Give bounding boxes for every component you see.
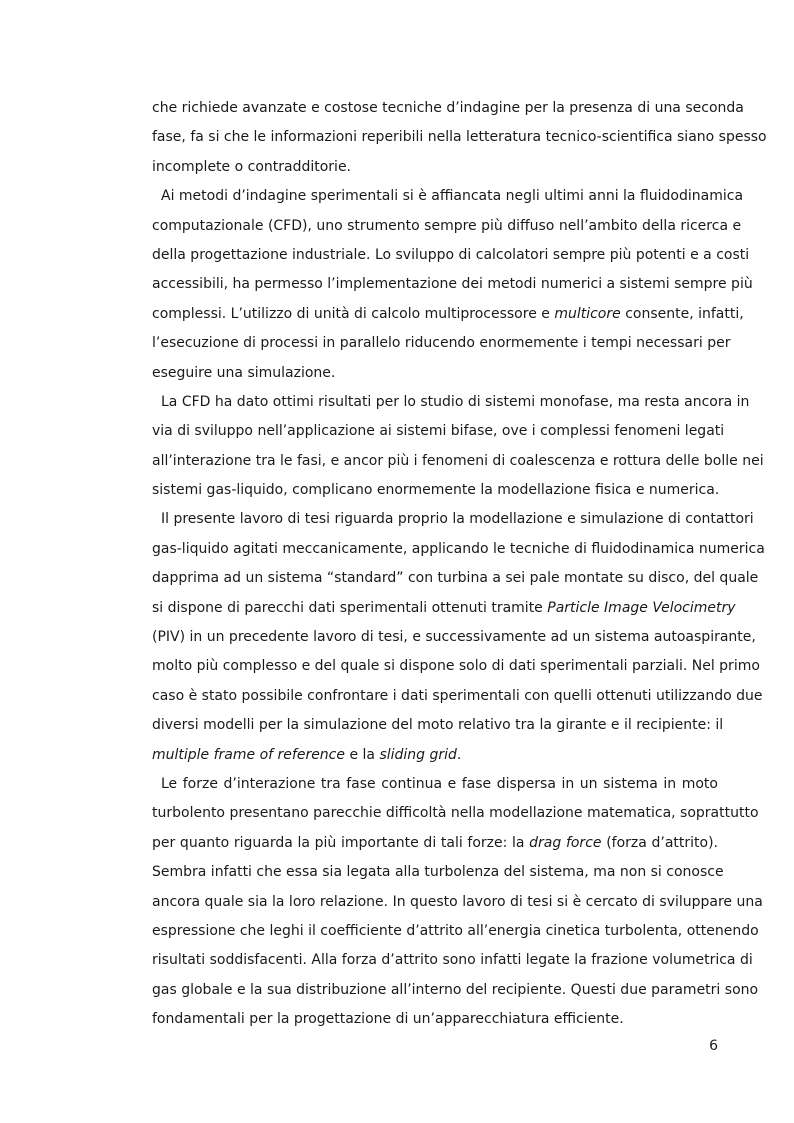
italic-term: multiple frame of reference <box>152 746 345 763</box>
text-run: consente, infatti, <box>620 305 744 322</box>
text-run: diversi modelli per la simulazione del moto relativo tra la girante e il recipiente: il <box>152 717 724 734</box>
text-run: della progettazione industriale. Lo sviluppo di calcolatori sempre più potenti e a costi <box>152 246 750 263</box>
text-run: molto più complesso e del quale si dispone solo di dati sperimentali parziali. Nel primo <box>152 658 760 675</box>
text-line <box>152 711 724 740</box>
text-run: Ai metodi d’indagine sperimentali si è affiancata negli ultimi anni la fluidodinamica <box>161 188 744 205</box>
text-line <box>152 652 760 681</box>
text-line <box>152 270 753 299</box>
text-line <box>152 858 724 887</box>
text-line <box>152 623 756 652</box>
text-line <box>152 388 750 417</box>
text-line <box>152 447 764 476</box>
text-run: che richiede avanzate e costose tecniche d’indagine per la presenza di una seconda <box>152 100 744 116</box>
text-run: eseguire una simulazione. <box>152 364 336 381</box>
text-line <box>152 535 765 564</box>
text-line <box>152 182 744 211</box>
text-run: via di sviluppo nell’applicazione ai sistemi bifase, ove i complessi fenomeni legati <box>152 423 725 440</box>
text-run: (forza d’attrito). <box>601 834 719 851</box>
text-line <box>152 829 718 858</box>
text-run: incomplete o contradditorie. <box>152 158 352 175</box>
text-line <box>152 976 759 1005</box>
paragraph <box>152 94 767 182</box>
text-run: La CFD ha dato ottimi risultati per lo studio di sistemi monofase, ma resta ancora in <box>161 393 750 410</box>
text-run: l’esecuzione di processi in parallelo riducendo enormemente i tempi necessari per <box>152 335 731 352</box>
italic-term: drag force <box>529 834 602 851</box>
text-line <box>152 888 763 917</box>
text-run: complessi. L’utilizzo di unità di calcolo multiprocessore e <box>152 305 555 322</box>
text-run: caso è stato possibile confrontare i dati sperimentali con quelli ottenuti utilizzando due <box>152 687 763 704</box>
page-number: 6 <box>709 1038 718 1054</box>
paragraph <box>152 505 765 770</box>
paragraph <box>152 388 764 506</box>
text-line <box>152 153 718 182</box>
text-run: gas-liquido agitati meccanicamente, applicando le tecniche di fluidodinamica numerica <box>152 540 765 557</box>
text-line <box>152 417 725 446</box>
text-line <box>152 212 742 241</box>
paragraph <box>152 770 763 1035</box>
text-run: turbolento presentano parecchie difficoltà nella modellazione matematica, soprattutto <box>152 805 759 822</box>
text-run: espressione che leghi il coefficiente d’attrito all’energia cinetica turbolenta, ottenendo <box>152 922 759 939</box>
text-run: accessibili, ha permesso l’implementazione dei metodi numerici a sistemi sempre più <box>152 276 753 293</box>
text-run: computazionale (CFD), uno strumento sempre più diffuso nell’ambito della ricerca e <box>152 217 742 234</box>
text-line <box>152 300 744 329</box>
text-run: fondamentali per la progettazione di un’apparecchiatura efficiente. <box>152 1011 624 1028</box>
text-run: e la <box>345 746 380 763</box>
text-run: ancora quale sia la loro relazione. In questo lavoro di tesi si è cercato di sviluppare una <box>152 893 763 910</box>
text-run: per quanto riguarda la più importante di tali forze: la <box>152 834 530 851</box>
text-run: risultati soddisfacenti. Alla forza d’attrito sono infatti legate la frazione volumetrica di <box>152 952 753 969</box>
text-line <box>152 682 763 711</box>
text-line <box>152 123 767 152</box>
text-line <box>152 741 718 770</box>
text-line <box>152 241 750 270</box>
text-line <box>152 770 718 799</box>
text-line <box>152 917 759 946</box>
paragraph <box>152 182 753 388</box>
text-run: dapprima ad un sistema “standard” con turbina a sei pale montate su disco, del quale <box>152 570 759 587</box>
text-line <box>152 594 736 623</box>
text-run: all’interazione tra le fasi, e ancor più i fenomeni di coalescenza e rottura delle bolle nei <box>152 452 764 469</box>
text-line <box>152 476 718 505</box>
text-run: sistemi gas-liquido, complicano enormemente la modellazione fisica e numerica. <box>152 482 720 499</box>
italic-term: sliding grid <box>379 746 457 763</box>
text-run: Sembra infatti che essa sia legata alla turbolenza del sistema, ma non si conosce <box>152 864 724 881</box>
text-run: Le forze d’interazione tra fase continua e fase dispersa in un sistema in moto <box>161 775 718 792</box>
italic-term: multicore <box>554 305 621 322</box>
text-run: fase, fa si che le informazioni reperibili nella letteratura tecnico-scientifica siano spesso <box>152 129 767 146</box>
text-line <box>152 1005 718 1034</box>
text-line <box>152 94 744 123</box>
text-run: (PIV) in un precedente lavoro di tesi, e successivamente ad un sistema autoaspirante, <box>152 629 756 646</box>
text-line <box>152 946 753 975</box>
text-run: . <box>456 746 462 763</box>
body-text <box>152 94 767 1035</box>
text-line <box>152 329 731 358</box>
text-line <box>152 505 754 534</box>
italic-term: Particle Image Velocimetry <box>547 599 736 616</box>
text-line <box>152 359 718 388</box>
text-run: si dispone di parecchi dati sperimentali ottenuti tramite <box>152 599 548 616</box>
text-line <box>152 564 759 593</box>
text-run: gas globale e la sua distribuzione all’interno del recipiente. Questi due parametri sono <box>152 981 759 998</box>
text-line <box>152 799 759 828</box>
text-run: Il presente lavoro di tesi riguarda proprio la modellazione e simulazione di contattori <box>161 511 754 528</box>
